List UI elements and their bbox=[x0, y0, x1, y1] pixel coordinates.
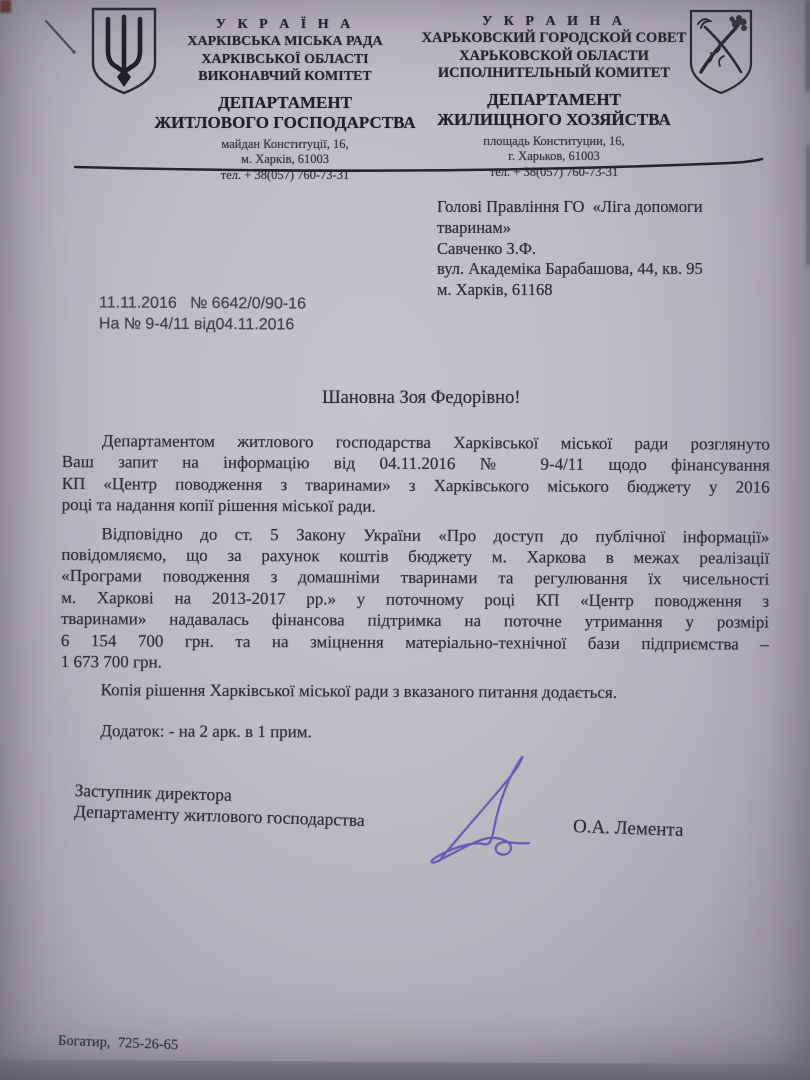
org-line: ХАРЬКОВСКИЙ ГОРОДСКОЙ СОВЕТ bbox=[421, 30, 687, 46]
text-line: вул. Академіка Барабашова, 44, кв. 95 bbox=[437, 259, 703, 279]
text-line: м. Харків, 61168 bbox=[437, 280, 553, 300]
text-line: Департаменту житлового господарства bbox=[73, 800, 366, 830]
paragraph-2 bbox=[61, 523, 770, 677]
outgoing-ref: 11.11.2016 № 6642/0/90-16 bbox=[99, 294, 307, 313]
org-line: ИСПОЛНИТЕЛЬНЫЙ КОМИТЕТ bbox=[437, 65, 671, 81]
text-line: тваринами» надавалась фінансова підтримка на поточне утримання у розмірі bbox=[60, 609, 770, 632]
incoming-ref: На № 9-4/11 від04.11.2016 bbox=[98, 315, 295, 334]
org-line: ВИКОНАВЧИЙ КОМІТЕТ bbox=[198, 69, 372, 84]
text-line: Заступник директора bbox=[74, 780, 233, 805]
ukraine-trident-icon bbox=[88, 6, 160, 96]
country-name: У К Р А Ї Н А bbox=[215, 17, 355, 32]
org-line: ХАРЬКОВСКОЙ ОБЛАСТИ bbox=[459, 47, 649, 64]
department-name: ЖИТЛОВОГО ГОСПОДАРСТВА bbox=[154, 113, 416, 132]
text-line: Голові Правління ГО «Ліга допомоги bbox=[437, 197, 703, 216]
text-line: 6 154 700 грн. та на зміцнення матеріально-технічної бази підприємства – bbox=[60, 630, 769, 654]
text-line: тваринам» bbox=[437, 217, 512, 237]
background-table-edge bbox=[0, 1059, 810, 1080]
phone-line: тел. + 38(057) 760-73-31 bbox=[489, 164, 619, 179]
salutation: Шановна Зоя Федорівно! bbox=[322, 388, 521, 408]
org-line: ХАРКІВСЬКОЇ ОБЛАСТІ bbox=[201, 51, 369, 67]
text-line: 1 673 700 грн. bbox=[60, 652, 162, 672]
handwritten-signature bbox=[423, 752, 555, 868]
corner-tape-mark bbox=[0, 0, 11, 13]
department-name: ДЕПАРТАМЕНТ bbox=[218, 92, 352, 112]
text-line: Ваш запит на інформацію від 04.11.2016 № 9-4/11 щодо фінансування bbox=[61, 452, 770, 476]
org-line: ХАРКІВСЬКА МІСЬКА РАДА bbox=[187, 34, 383, 49]
address-line: м. Харків, 61003 bbox=[241, 152, 329, 166]
paragraph-1 bbox=[62, 430, 770, 519]
text-line: «Програми поводження з домашніми тваринами та регулювання їх чисельності bbox=[61, 566, 770, 590]
paper-edge-shadow bbox=[806, 0, 810, 92]
text-line: році та надання копії рішення міської ради. bbox=[61, 495, 376, 516]
text-line: КП «Центр поводження з тваринами» з Харківського міського бюджету у 2016 bbox=[61, 473, 770, 497]
address-line: майдан Конституції, 16, bbox=[221, 136, 349, 151]
paragraph-3: Копія рішення Харківської міської ради з вказаного питання додається. bbox=[100, 680, 618, 703]
letter-body bbox=[60, 430, 770, 745]
address-line: площадь Конституции, 16, bbox=[483, 133, 625, 148]
text-line: Департаментом житлового господарства Харківської міської ради розглянуто bbox=[101, 431, 770, 454]
text-line: Савченко З.Ф. bbox=[437, 238, 537, 258]
department-name: ЖИЛИЩНОГО ХОЗЯЙСТВА bbox=[437, 110, 671, 129]
reference-block bbox=[99, 292, 306, 335]
signer-name: О.А. Лемента bbox=[572, 816, 684, 841]
text-line: м. Харкові на 2013-2017 рр.» у поточному році КП «Центр поводження з bbox=[61, 587, 770, 611]
signer-title bbox=[74, 780, 366, 830]
attachment-note: Додаток: - на 2 арк. в 1 прим. bbox=[100, 721, 312, 742]
addressee-block bbox=[437, 197, 789, 301]
phone-line: тел. + 38(057) 760-73-31 bbox=[220, 167, 350, 182]
department-name: ДЕПАРТАМЕНТ bbox=[487, 89, 621, 109]
country-name: У К Р А И Н А bbox=[482, 14, 626, 29]
text-line: Відповідно до ст. 5 Закону України «Про доступ до публічної інформації» bbox=[101, 523, 770, 547]
letterhead-russian bbox=[408, 13, 700, 180]
header-divider-line bbox=[70, 156, 770, 178]
address-line: г. Харьков, 61003 bbox=[508, 149, 600, 163]
text-line: повідомляємо, що за рахунок коштів бюджету м. Харкова в межах реалізації bbox=[61, 545, 770, 568]
executor-contact: Богатир, 725-26-65 bbox=[57, 1032, 179, 1054]
